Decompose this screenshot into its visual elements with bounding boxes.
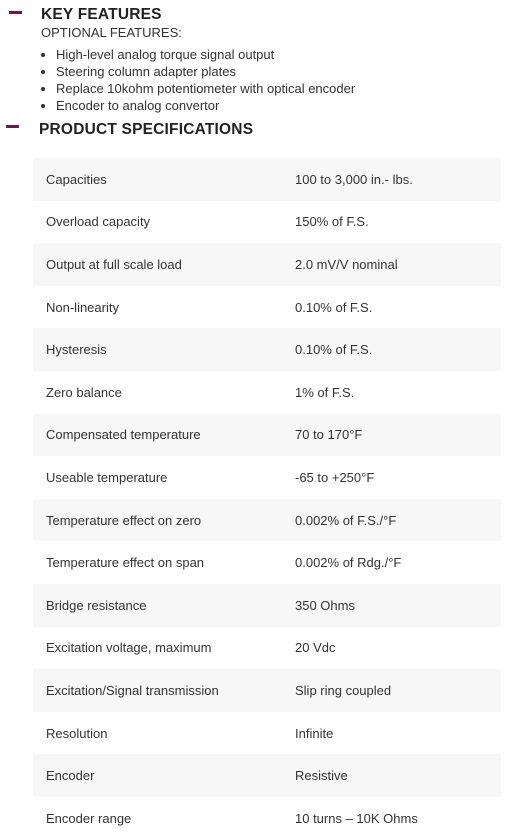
- table-row: [33, 797, 501, 840]
- list-item: • Replace 10kohm potentiometer with optical encoder: [56, 80, 355, 97]
- spec-label: Output at full scale load: [46, 256, 182, 272]
- table-row: [33, 414, 501, 457]
- spec-label: Resolution: [46, 725, 108, 741]
- spec-label: Bridge resistance: [46, 597, 147, 613]
- spec-label: Excitation/Signal transmission: [46, 682, 219, 698]
- spec-value: Resistive: [295, 768, 348, 784]
- spec-value: 150% of F.S.: [295, 214, 369, 230]
- table-row: [33, 669, 501, 712]
- spec-label: Capacities: [46, 171, 107, 187]
- spec-value: -65 to +250°F: [295, 469, 375, 485]
- spec-label: Excitation voltage, maximum: [46, 640, 212, 656]
- table-row: [33, 627, 501, 670]
- spec-value: 0.10% of F.S.: [295, 299, 373, 315]
- table-row: [33, 541, 501, 584]
- product-specifications-toggle-icon[interactable]: [6, 125, 19, 128]
- list-item: • Steering column adapter plates: [56, 63, 355, 80]
- table-row: [33, 201, 501, 244]
- spec-value: 10 turns – 10K Ohms: [295, 810, 418, 826]
- optional-features-label: OPTIONAL FEATURES:: [41, 25, 182, 40]
- key-features-toggle-icon[interactable]: [9, 11, 22, 14]
- table-row: [33, 499, 501, 542]
- spec-value: 0.002% of F.S./°F: [295, 512, 397, 528]
- list-item: • High-level analog torque signal output: [56, 46, 355, 63]
- spec-label: Zero balance: [46, 384, 122, 400]
- spec-value: 0.10% of F.S.: [295, 342, 373, 358]
- table-row: [33, 286, 501, 329]
- spec-label: Non-linearity: [46, 299, 119, 315]
- spec-value: 2.0 mV/V nominal: [295, 256, 398, 272]
- spec-label: Hysteresis: [46, 342, 107, 358]
- table-row: [33, 584, 501, 627]
- spec-value: 100 to 3,000 in.- lbs.: [295, 171, 413, 187]
- table-row: [33, 456, 501, 499]
- spec-value: 70 to 170°F: [295, 427, 363, 443]
- spec-value: 0.002% of Rdg./°F: [295, 555, 402, 571]
- list-item: • Encoder to analog convertor: [56, 97, 355, 114]
- spec-value: 20 Vdc: [295, 640, 336, 656]
- spec-value: Slip ring coupled: [295, 682, 392, 698]
- specifications-table: [33, 158, 501, 840]
- product-specifications-heading[interactable]: PRODUCT SPECIFICATIONS: [39, 121, 254, 138]
- table-row: [33, 158, 501, 201]
- table-row: [33, 754, 501, 797]
- spec-label: Compensated temperature: [46, 427, 201, 443]
- spec-value: Infinite: [295, 725, 334, 741]
- spec-label: Temperature effect on span: [46, 555, 205, 571]
- features-list: [41, 46, 355, 114]
- spec-label: Encoder range: [46, 810, 132, 826]
- table-row: [33, 328, 501, 371]
- key-features-heading[interactable]: KEY FEATURES: [41, 6, 162, 23]
- table-row: [33, 243, 501, 286]
- table-row: [33, 371, 501, 414]
- table-row: [33, 712, 501, 755]
- spec-label: Encoder: [46, 768, 95, 784]
- spec-label: Temperature effect on zero: [46, 512, 202, 528]
- spec-label: Useable temperature: [46, 469, 168, 485]
- spec-label: Overload capacity: [46, 214, 151, 230]
- spec-value: 1% of F.S.: [295, 384, 355, 400]
- spec-value: 350 Ohms: [295, 597, 355, 613]
